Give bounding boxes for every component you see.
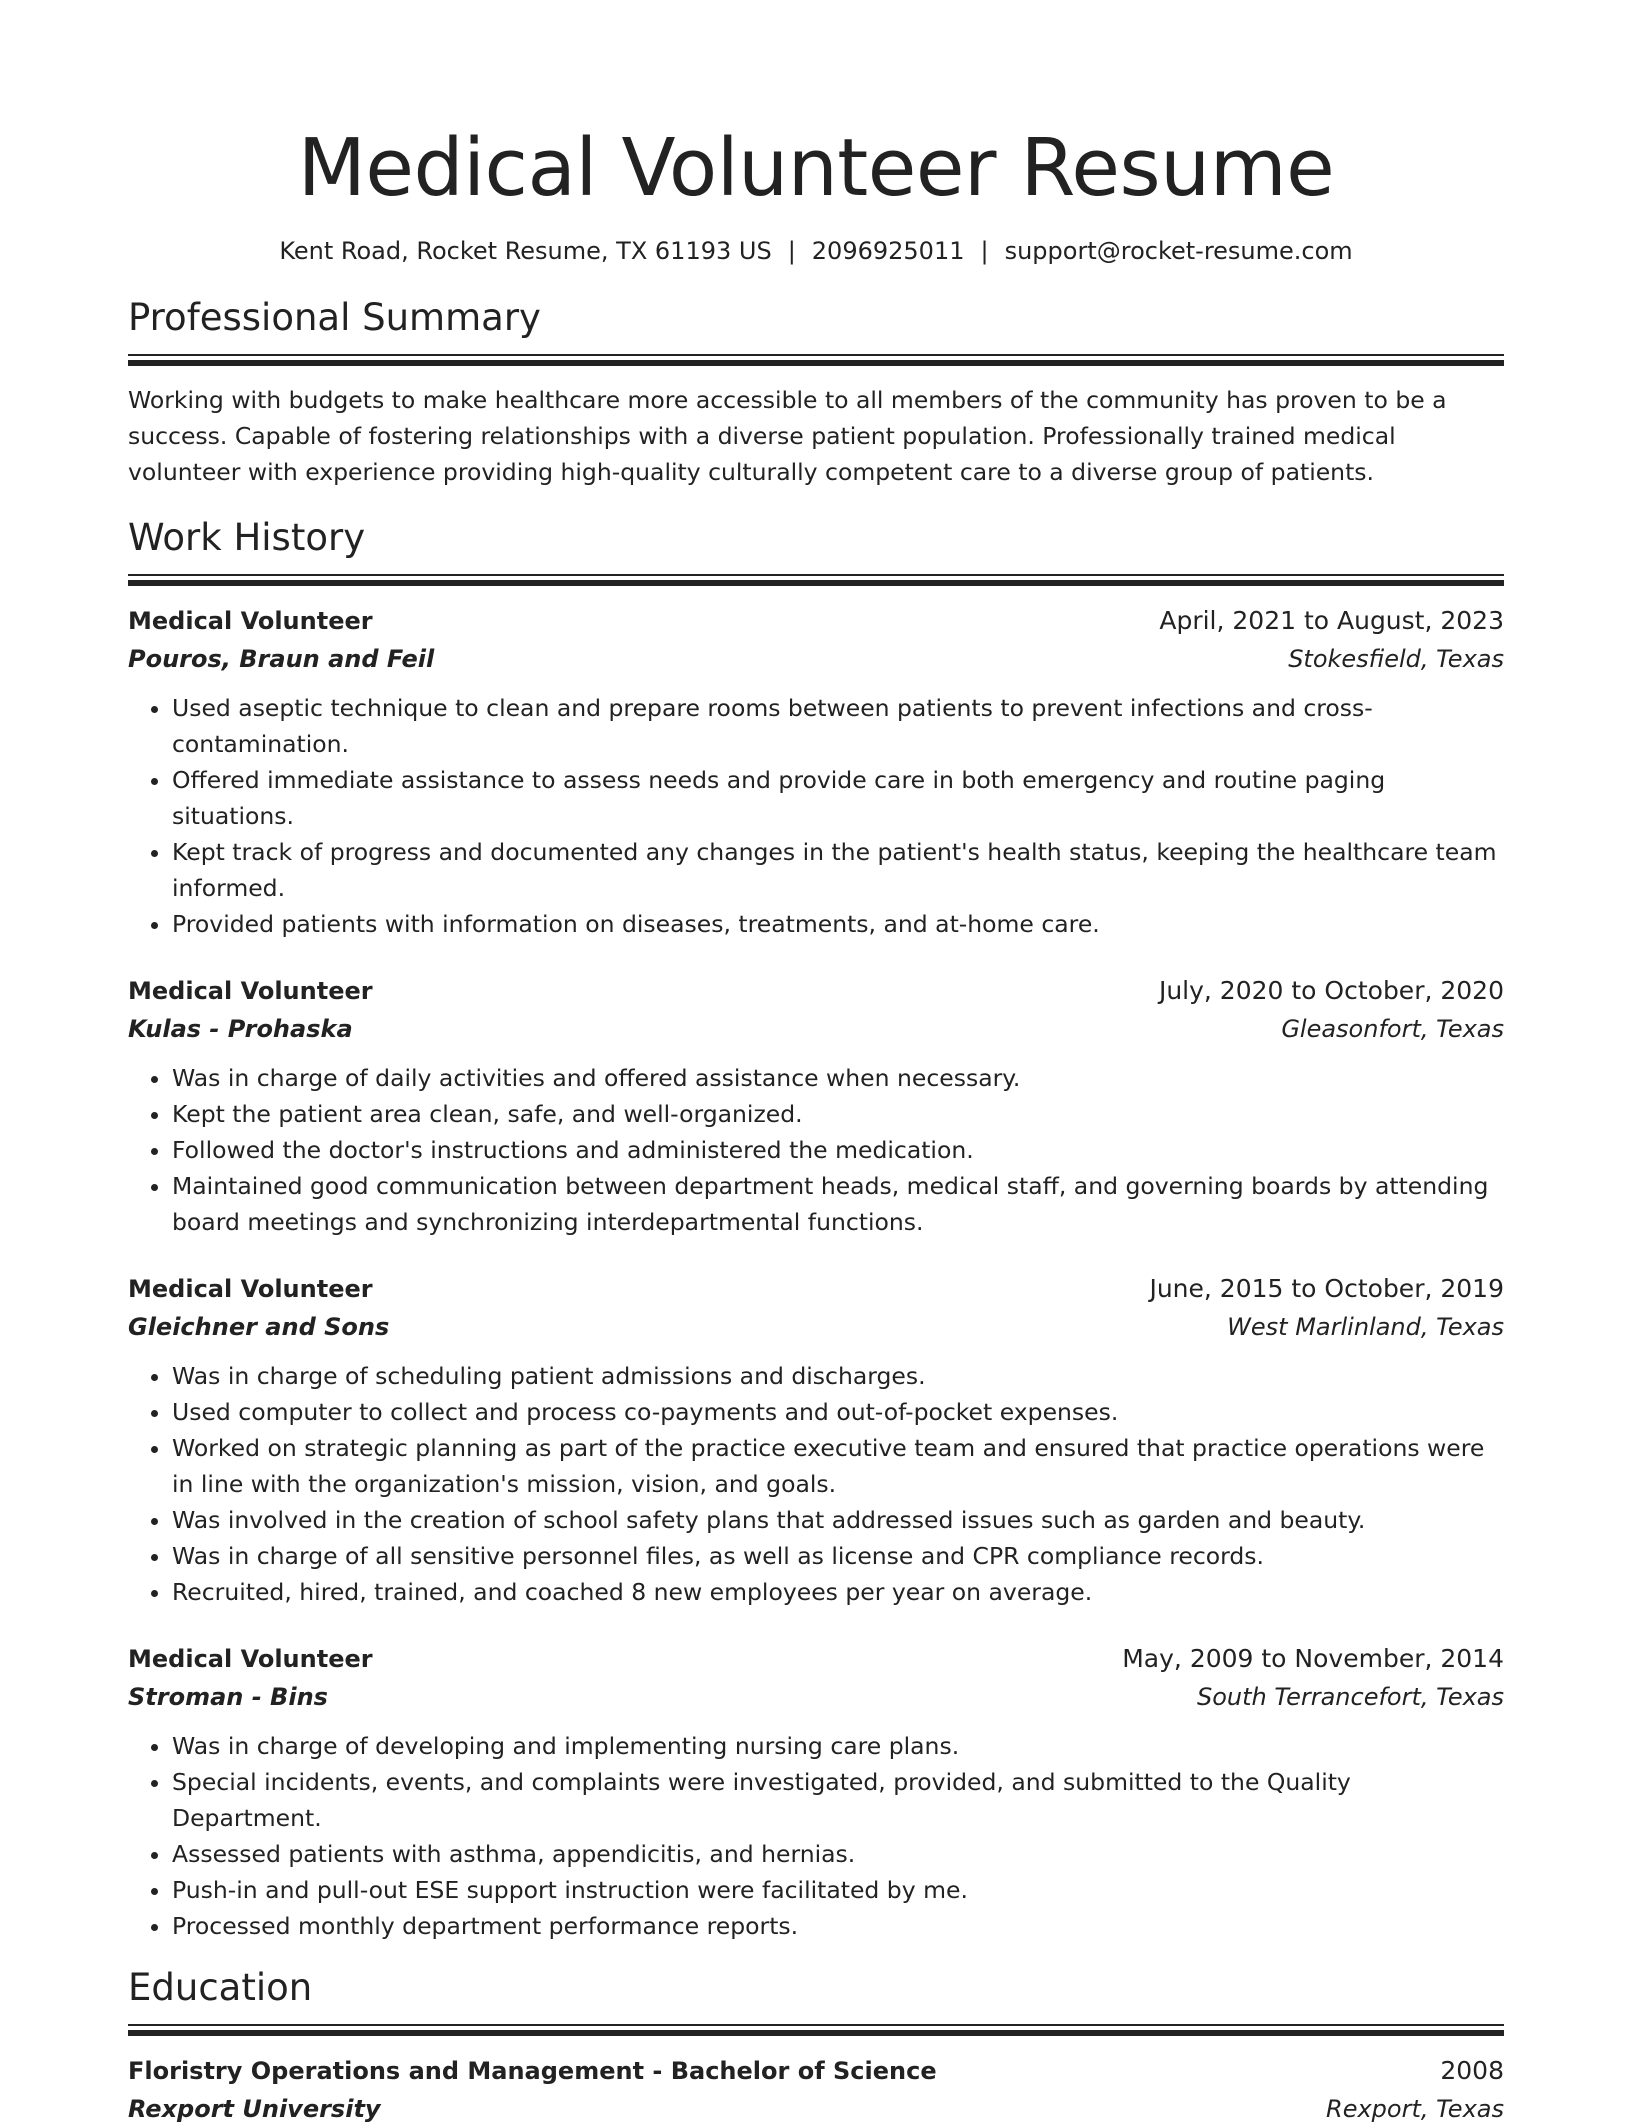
- contact-separator: |: [787, 237, 796, 265]
- job-entry: [128, 1270, 1504, 1610]
- job-company: Pouros, Braun and Feil: [128, 645, 435, 673]
- education-school-row: [128, 2090, 1504, 2128]
- job-title: Medical Volunteer: [128, 607, 373, 635]
- list-item: • Was in charge of daily activities and offered assistance when necessary.: [172, 1060, 1504, 1096]
- job-entry: [128, 1640, 1504, 1944]
- job-location: West Marlinland, Texas: [1227, 1313, 1504, 1341]
- section-heading-summary: Professional Summary: [128, 296, 541, 339]
- list-item: • Was in charge of all sensitive personnel files, as well as license and CPR compliance records.: [172, 1538, 1504, 1574]
- job-bullets: [128, 1358, 1504, 1610]
- job-title: Medical Volunteer: [128, 977, 373, 1005]
- job-company-row: [128, 640, 1504, 678]
- job-header-row: [128, 972, 1504, 1010]
- job-header-row: [128, 1270, 1504, 1308]
- list-item: • Used aseptic technique to clean and prepare rooms between patients to prevent infections and cross-contamination.: [172, 690, 1504, 762]
- job-company: Gleichner and Sons: [128, 1313, 390, 1341]
- list-item: • Push-in and pull-out ESE support instruction were facilitated by me.: [172, 1872, 1504, 1908]
- list-item: • Worked on strategic planning as part of the practice executive team and ensured that practice operations were in line with the organization's mission, vision, and goals.: [172, 1430, 1504, 1502]
- contact-phone: 2096925011: [811, 237, 965, 265]
- job-location: Gleasonfort, Texas: [1281, 1015, 1504, 1043]
- contact-line: [128, 234, 1504, 268]
- education-degree: Floristry Operations and Management - Bachelor of Science: [128, 2057, 937, 2085]
- list-item: • Assessed patients with asthma, appendicitis, and hernias.: [172, 1836, 1504, 1872]
- job-entry: [128, 602, 1504, 942]
- resume-title: Medical Volunteer Resume: [297, 122, 1335, 214]
- contact-address: Kent Road, Rocket Resume, TX 61193 US: [279, 237, 772, 265]
- section-divider: [128, 2024, 1504, 2036]
- job-company: Kulas - Prohaska: [128, 1015, 353, 1043]
- job-header-row: [128, 602, 1504, 640]
- section-heading-work-history: Work History: [128, 516, 366, 559]
- job-company-row: [128, 1010, 1504, 1048]
- job-dates: May, 2009 to November, 2014: [1122, 1644, 1504, 1673]
- job-dates: June, 2015 to October, 2019: [1149, 1274, 1504, 1303]
- list-item: • Processed monthly department performance reports.: [172, 1908, 1504, 1944]
- work-history-section: [128, 514, 1504, 1944]
- education-entry: [128, 2052, 1504, 2128]
- job-header-row: [128, 1640, 1504, 1678]
- section-divider: [128, 354, 1504, 366]
- education-section: [128, 1964, 1504, 2128]
- list-item: • Special incidents, events, and complaints were investigated, provided, and submitted to the Quality Department.: [172, 1764, 1504, 1836]
- list-item: • Was in charge of developing and implementing nursing care plans.: [172, 1728, 1504, 1764]
- job-title: Medical Volunteer: [128, 1275, 373, 1303]
- education-location: Rexport, Texas: [1326, 2095, 1504, 2123]
- list-item: • Kept the patient area clean, safe, and well-organized.: [172, 1096, 1504, 1132]
- summary-section: [128, 294, 1504, 490]
- list-item: • Kept track of progress and documented any changes in the patient's health status, keeping the healthcare team informed.: [172, 834, 1504, 906]
- list-item: • Provided patients with information on diseases, treatments, and at-home care.: [172, 906, 1504, 942]
- job-bullets: [128, 1728, 1504, 1944]
- job-dates: April, 2021 to August, 2023: [1159, 606, 1504, 635]
- list-item: • Followed the doctor's instructions and administered the medication.: [172, 1132, 1504, 1168]
- education-year: 2008: [1440, 2056, 1504, 2085]
- contact-separator: |: [980, 237, 989, 265]
- job-bullets: [128, 1060, 1504, 1240]
- job-company-row: [128, 1678, 1504, 1716]
- job-title: Medical Volunteer: [128, 1645, 373, 1673]
- job-company: Stroman - Bins: [128, 1683, 328, 1711]
- education-school: Rexport University: [128, 2095, 381, 2123]
- list-item: • Maintained good communication between department heads, medical staff, and governing boards by attending board meetings and synchronizing interdepartmental functions.: [172, 1168, 1504, 1240]
- list-item: • Was involved in the creation of school safety plans that addressed issues such as garden and beauty.: [172, 1502, 1504, 1538]
- job-company-row: [128, 1308, 1504, 1346]
- job-dates: July, 2020 to October, 2020: [1158, 976, 1504, 1005]
- contact-email: support@rocket-resume.com: [1004, 237, 1353, 265]
- list-item: • Was in charge of scheduling patient admissions and discharges.: [172, 1358, 1504, 1394]
- list-item: • Offered immediate assistance to assess needs and provide care in both emergency and routine paging situations.: [172, 762, 1504, 834]
- summary-text: Working with budgets to make healthcare more accessible to all members of the community has proven to be a success. Capable of fostering relationships with a diverse patient population. Professionally trained medical volunteer with experience providing high-quality culturally competent care to a diverse group of patients.: [128, 386, 1447, 486]
- job-location: Stokesfield, Texas: [1288, 645, 1504, 673]
- job-entry: [128, 972, 1504, 1240]
- list-item: • Recruited, hired, trained, and coached 8 new employees per year on average.: [172, 1574, 1504, 1610]
- job-bullets: [128, 690, 1504, 942]
- section-heading-education: Education: [128, 1966, 313, 2009]
- education-header-row: [128, 2052, 1504, 2090]
- resume-page: [128, 0, 1504, 2128]
- list-item: • Used computer to collect and process co-payments and out-of-pocket expenses.: [172, 1394, 1504, 1430]
- section-divider: [128, 574, 1504, 586]
- job-location: South Terrancefort, Texas: [1197, 1683, 1504, 1711]
